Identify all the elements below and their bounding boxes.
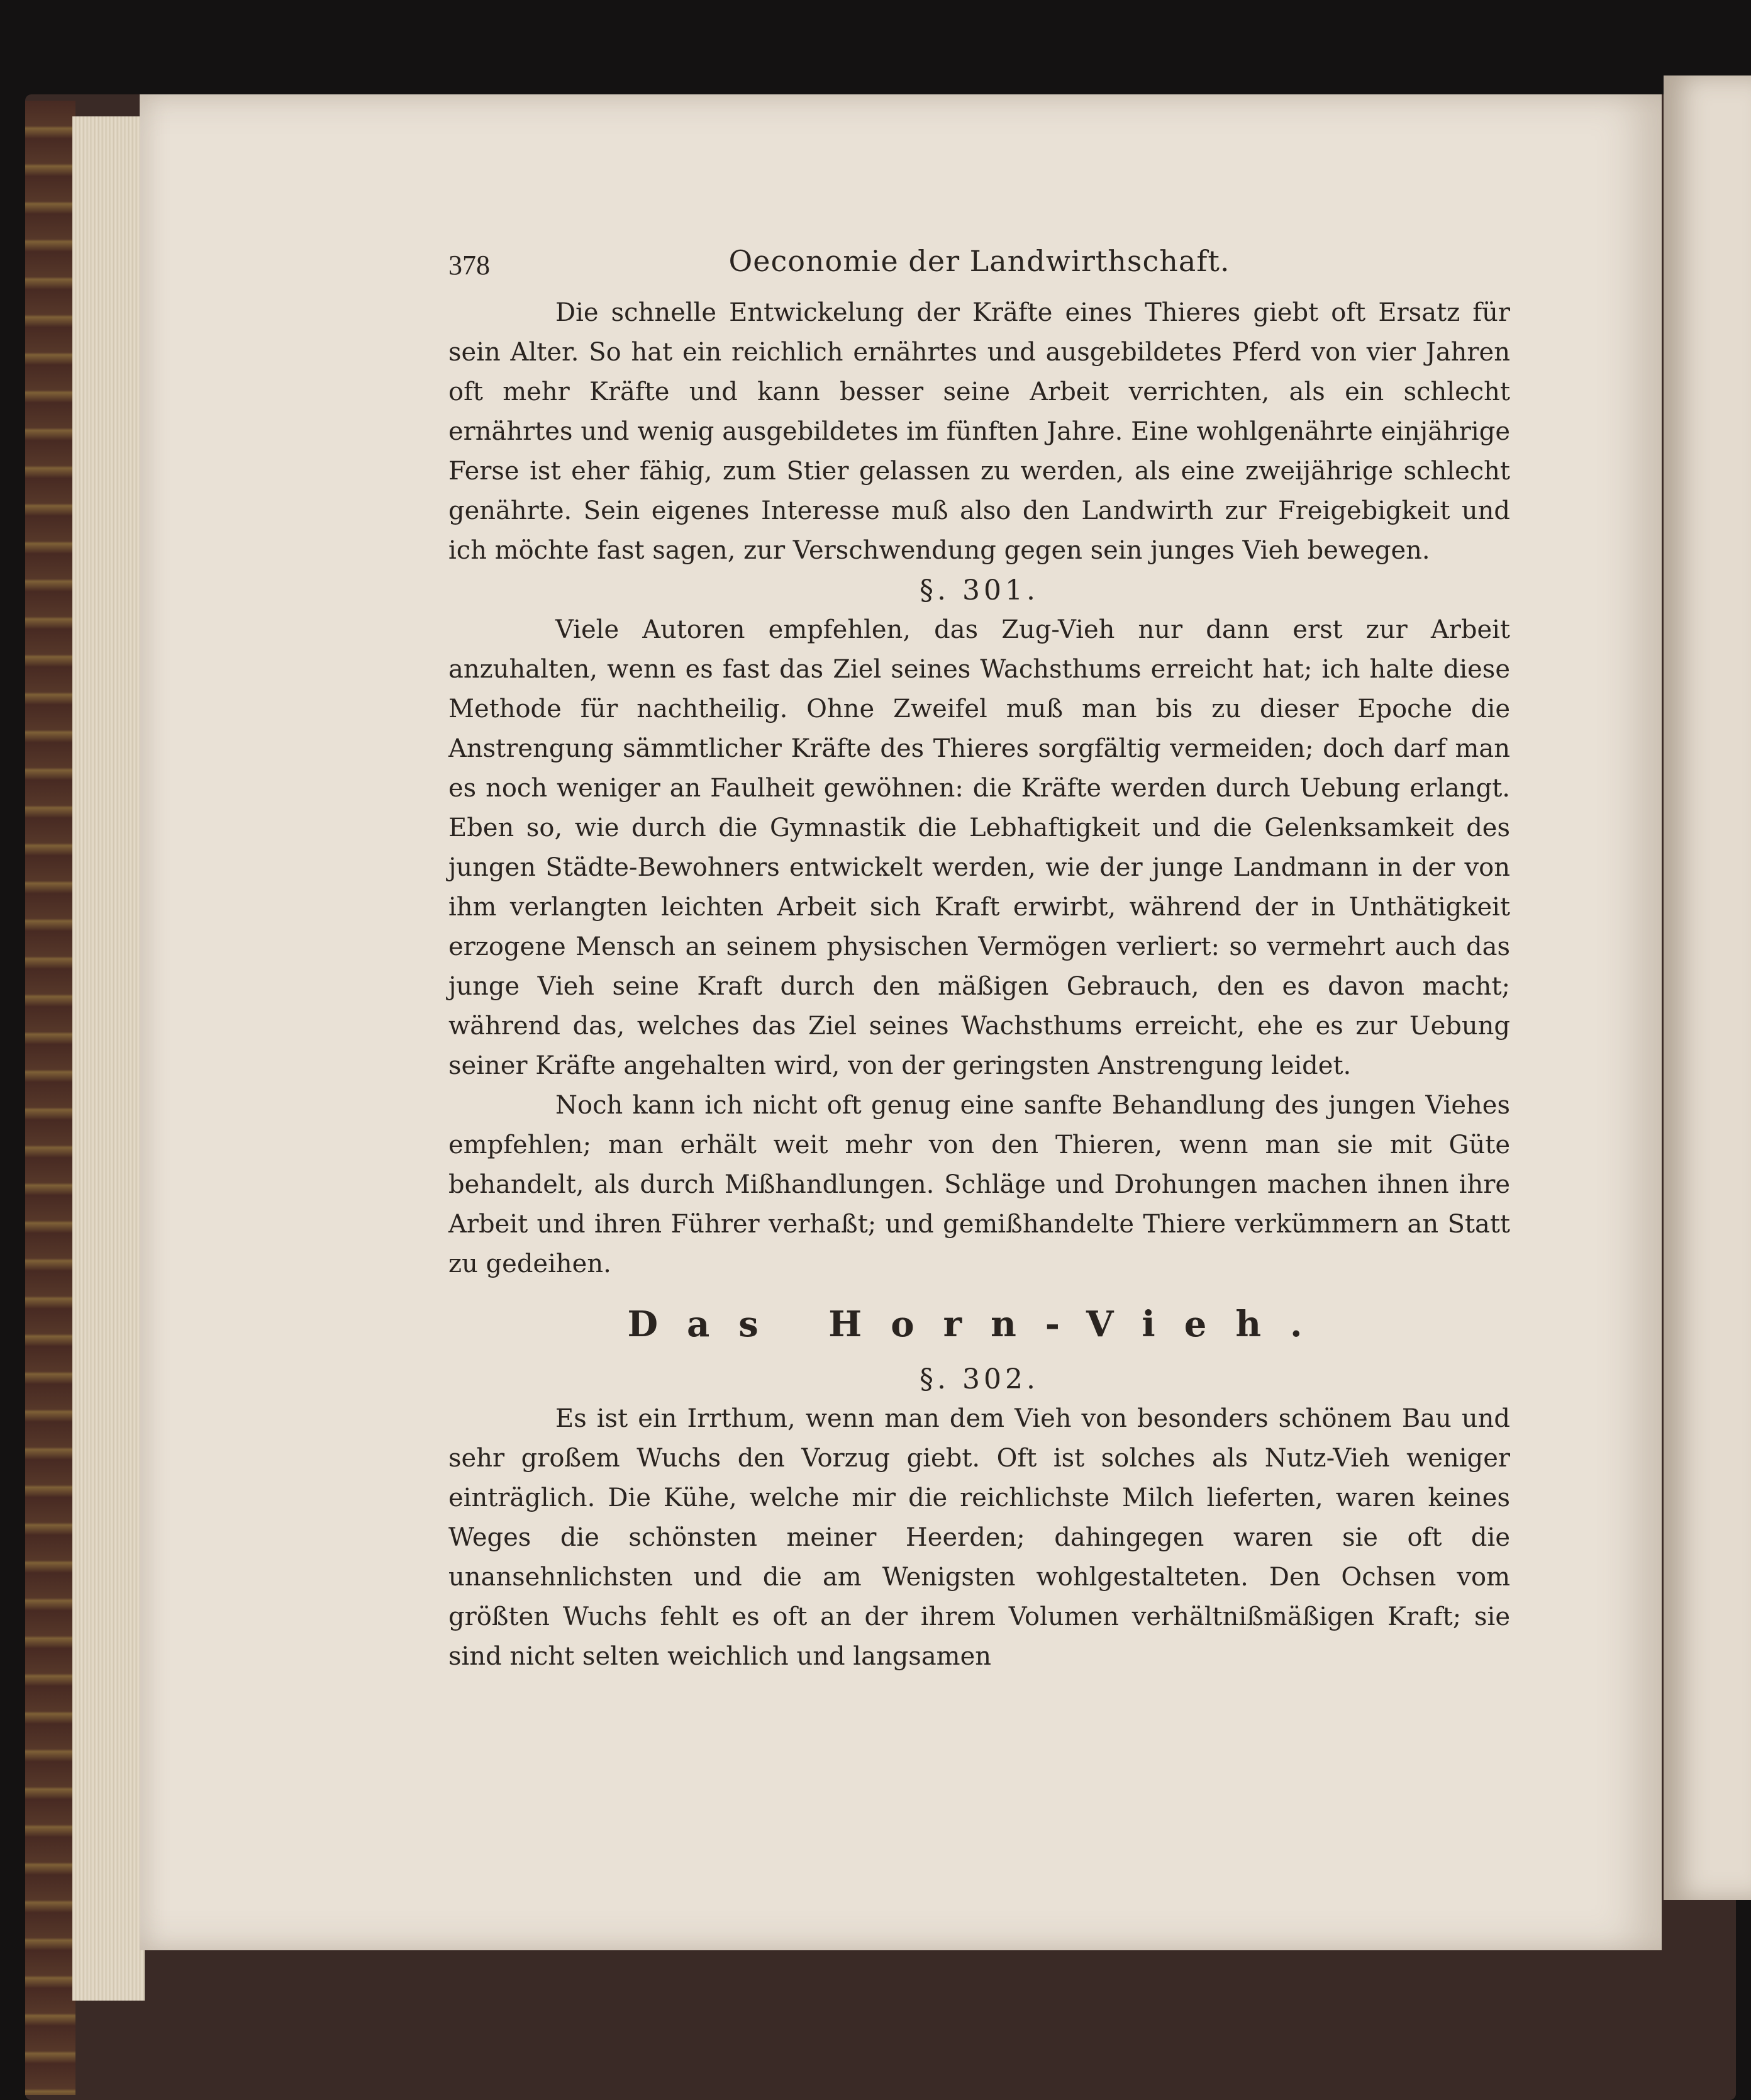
running-head: Oeconomie der Landwirthschaft. (728, 244, 1230, 278)
paragraph-1: Die schnelle Entwickelung der Kräfte eines Thieres giebt oft Ersatz für sein Alter. So hat ein reichlich ernährtes und ausgebildetes Pferd von vier Jahren oft mehr Kräfte und kann besser seine Arbeit verrichten, als ein schlecht ernährtes und wenig ausgebildetes im fünften Jahre. Eine wohlgenährte einjährige Ferse ist eher fähig, zum Stier gelassen zu werden, als eine zweijährige schlecht genährte. Sein eigenes Interesse muß also den Landwirth zur Freigebigkeit und ich möchte fast sagen, zur Verschwendung gegen sein junges Vieh bewegen. (448, 298, 1510, 565)
page-text (448, 244, 1510, 1677)
paragraph-2: Viele Autoren empfehlen, das Zug-Vieh nur dann erst zur Arbeit anzuhalten, wenn es fast das Ziel seines Wachsthums erreicht hat; ich halte diese Methode für nachtheilig. Ohne Zweifel muß man bis zu dieser Epoche die Anstrengung sämmtlicher Kräfte des Thieres sorgfältig vermeiden; doch darf man es noch weniger an Faulheit gewöhnen: die Kräfte werden durch Uebung erlangt. Eben so, wie durch die Gymnastik die Lebhaftigkeit und die Gelenksamkeit des jungen Städte-Bewohners entwickelt werden, wie der junge Landmann in der von ihm verlangten leichten Arbeit sich Kraft erwirbt, während der in Unthätigkeit erzogene Mensch an seinem physischen Vermögen verliert: so vermehrt auch das junge Vieh seine Kraft durch den mäßigen Gebrauch, den es davon macht; während das, welches das Ziel seines Wachsthums erreicht, ehe es zur Uebung seiner Kräfte angehalten wird, von der geringsten Anstrengung leidet. (448, 615, 1510, 1080)
page-number: 378 (448, 250, 490, 281)
spine-decoration (25, 101, 75, 2095)
chapter-heading: Das Horn-Vieh. (627, 1304, 1331, 1345)
page-header (448, 244, 1510, 288)
facing-page-edge (1664, 75, 1751, 1900)
section-301: §. 301. (920, 574, 1039, 606)
page-edges (72, 116, 145, 2001)
section-302: §. 302. (920, 1363, 1039, 1395)
paragraph-3: Noch kann ich nicht oft genug eine sanfte Behandlung des jungen Viehes empfehlen; man erhält weit mehr von den Thieren, wenn man sie mit Güte behandelt, als durch Mißhandlungen. Schläge und Drohungen machen ihnen ihre Arbeit und ihren Führer verhaßt; und gemißhandelte Thiere verkümmern an Statt zu gedeihen. (448, 1091, 1510, 1278)
paragraph-4: Es ist ein Irrthum, wenn man dem Vieh von besonders schönem Bau und sehr großem Wuchs den Vorzug giebt. Oft ist solches als Nutz-Vieh weniger einträglich. Die Kühe, welche mir die reichlichste Milch lieferten, waren keines Weges die schönsten meiner Heerden; dahingegen waren sie oft die unansehnlichsten und die am Wenigsten wohlgestalteten. Den Ochsen vom größten Wuchs fehlt es oft an der ihrem Volumen verhältnißmäßigen Kraft; sie sind nicht selten weichlich und langsamen (448, 1404, 1510, 1671)
